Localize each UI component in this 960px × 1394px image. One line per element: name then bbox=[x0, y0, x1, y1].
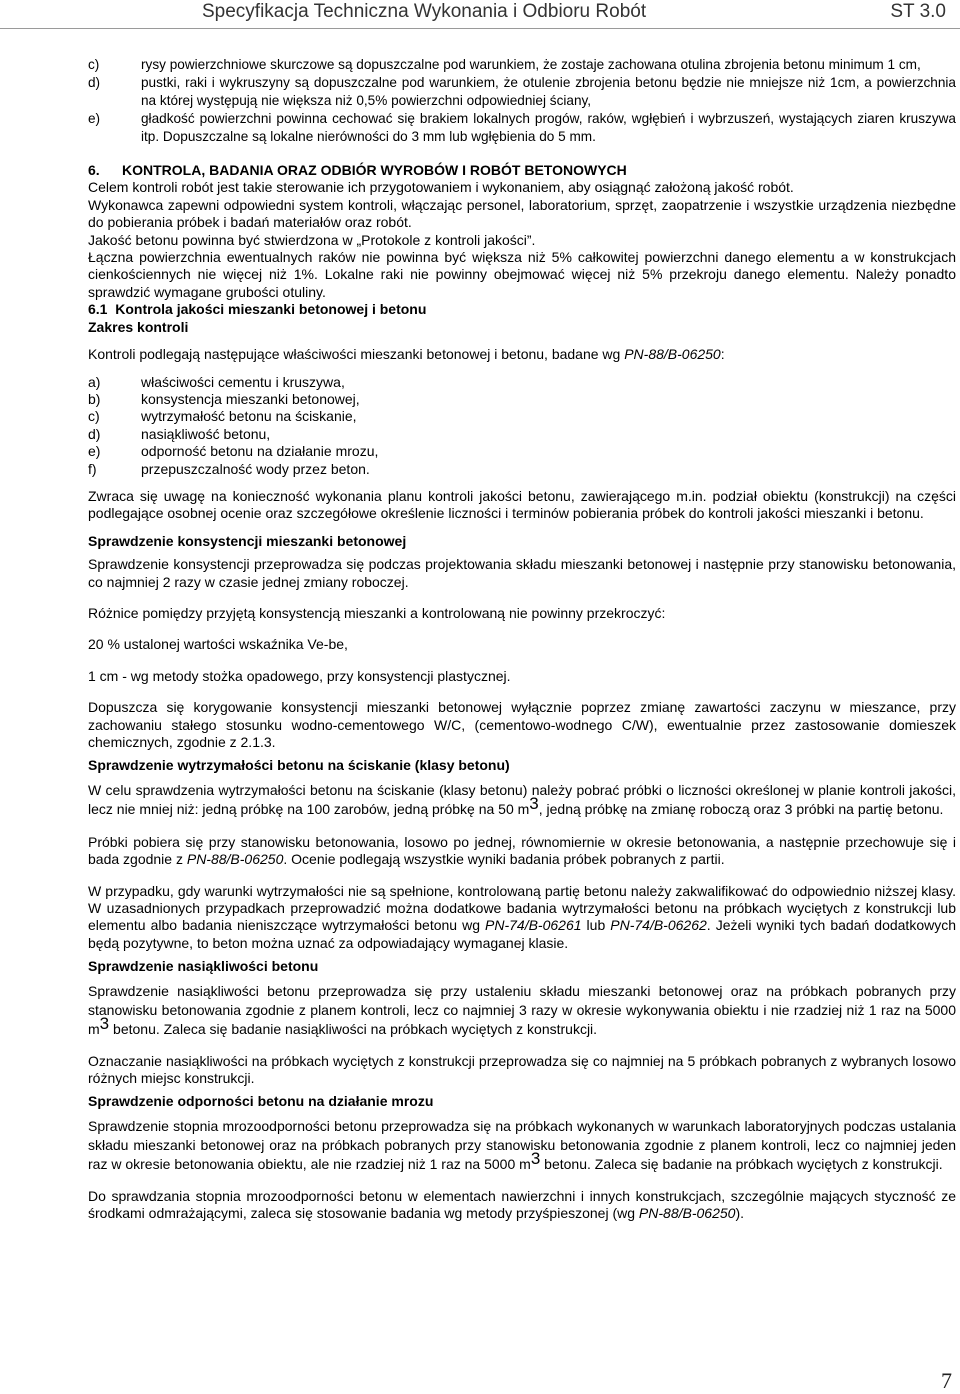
paragraph: W przypadku, gdy warunki wytrzymałości nie są spełnione, kontrolowaną partię betonu należy zakwalifikować do odpowiednio niższej klasy. W uzasadnionych przypadkach przeprowadzić można dodatkowe badania wytrzymałości betonu na próbkach wyciętych z konstrukcji lub elementu albo badania nieniszczące wytrzymałości betonu wg PN-74/B-06261 lub PN-74/B-06262. Jeżeli wyniki tych badań dodatkowych będą pozytywne, to beton można uznać za odpowiadający wymaganej klasie. bbox=[88, 882, 956, 951]
list-item: a) właściwości cementu i kruszywa, bbox=[88, 373, 345, 390]
paragraph: Próbki pobiera się przy stanowisku betonowania, losowo po jednej, równomiernie w okresie betonowania, a następnie przechowuje się i bada zgodnie z PN-88/B-06250. Ocenie podlegają wszystkie wyniki badania próbek pobranych z partii. bbox=[88, 833, 956, 868]
paragraph: Celem kontroli robót jest takie sterowanie ich przygotowaniem i wykonaniem, aby osiągnąć założoną jakość robót. bbox=[88, 179, 794, 196]
paragraph: W celu sprawdzenia wytrzymałości betonu na ściskanie (klasy betonu) należy pobrać próbki o liczności określonej w planie kontroli jakości, lecz nie mniej niż: jedną próbkę na 100 zarobów, jedną próbkę na 50 $m^3$, jedną próbkę na zmianę roboczą oraz 3 próbki na partię betonu. bbox=[88, 781, 956, 818]
paragraph: Dopuszcza się korygowanie konsystencji mieszanki betonowej wyłącznie poprzez zmianę zawartości zaczynu w mieszance, przy zachowaniu stałego stosunku wodno-cementowego W/C, (cementowo-wodnego C/W), ewentualnie przez zastosowanie domieszek chemicznych, zgodnie z 2.1.3. bbox=[88, 699, 956, 750]
section-6-heading: 6. KONTROLA, BADANIA ORAZ ODBIÓR WYROBÓW I ROBÓT BETONOWYCH bbox=[88, 162, 627, 179]
paragraph: 20 % ustalonej wartości wskaźnika Ve-be, bbox=[88, 636, 348, 653]
paragraph: Wykonawca zapewni odpowiedni system kontroli, włączając personel, laboratorium, sprzęt, zaopatrzenie i wszystkie urządzenia niezbędne do pobierania próbek i badań materiałów oraz robót. bbox=[88, 196, 956, 231]
page-header bbox=[0, 0, 960, 28]
norm-reference: PN-88/B-06250 bbox=[186, 851, 284, 868]
header-title: Specyfikacja Techniczna Wykonania i Odbioru Robót bbox=[202, 1, 647, 22]
paragraph: Do sprawdzania stopnia mrozoodporności betonu w elementach nawierzchni i innych konstrukcjach, szczególnie mających styczność ze środkami odmrażającymi, zaleca się stosowanie badania wg metody przyśpieszonej (wg PN-88/B-06250). bbox=[88, 1187, 956, 1222]
section-6-1-heading: 6.1 Kontrola jakości mieszanki betonowej i betonu bbox=[88, 301, 427, 318]
paragraph: Zwraca się uwagę na konieczność wykonania planu kontroli jakości betonu, zawierającego m.in. podział obiektu (konstrukcji) na części podlegające osobnej ocenie oraz szczegółowe określenie liczności i terminów pobierania próbek do kontroli jakości mieszanki i betonu. bbox=[88, 487, 956, 522]
scope-heading: Zakres kontroli bbox=[88, 318, 189, 335]
norm-reference: PN-88/B-06250 bbox=[624, 346, 721, 363]
list-item: d) pustki, raki i wykruszyny są dopuszczalne pod warunkiem, że otulenie zbrojenia betonu będzie nie mniejsze niż 1cm, a powierzchnia na której występują nie większa niż 0,5% powierzchni odpowiedniej ściany, bbox=[88, 75, 956, 108]
paragraph: Jakość betonu powinna być stwierdzona w „Protokole z kontroli jakości”. bbox=[88, 231, 536, 248]
header-code: ST 3.0 bbox=[890, 1, 946, 22]
strength-heading: Sprawdzenie wytrzymałości betonu na ściskanie (klasy betonu) bbox=[88, 757, 510, 774]
page-content bbox=[88, 56, 956, 1223]
norm-reference: PN-74/B-06261 bbox=[485, 917, 582, 934]
list-item: e) odporność betonu na działanie mrozu, bbox=[88, 443, 379, 460]
list-item: c) wytrzymałość betonu na ściskanie, bbox=[88, 408, 357, 425]
frost-heading: Sprawdzenie odporności betonu na działanie mrozu bbox=[88, 1093, 434, 1110]
defects-list bbox=[88, 56, 956, 145]
properties-list bbox=[88, 374, 956, 478]
page-number: 7 bbox=[941, 1368, 952, 1393]
paragraph: Sprawdzenie konsystencji przeprowadza się podczas projektowania składu mieszanki betonowej i następnie przy stanowisku betonowania, co najmniej 2 razy w czasie jednej zmiany roboczej. bbox=[88, 556, 956, 590]
paragraph: Sprawdzenie nasiąkliwości betonu przeprowadza się przy ustaleniu składu mieszanki betonowej oraz na próbkach pobranych przy stanowisku betonowania zgodnie z planem kontroli, lecz co najmniej 3 razy w okresie wykonywania obiektu i nie rzadziej niż 1 raz na 5000 $m^3$ betonu. Zaleca się badanie nasiąkliwości na próbkach wyciętych z konstrukcji. bbox=[88, 982, 956, 1037]
absorption-heading: Sprawdzenie nasiąkliwości betonu bbox=[88, 958, 319, 975]
list-item: d) nasiąkliwość betonu, bbox=[88, 425, 271, 442]
list-item: e) gładkość powierzchni powinna cechować się brakiem lokalnych progów, raków, wgłębień i wybrzuszeń, wystających ziaren kruszywa itp. Dopuszczalne są lokalne nierówności do 3 mm lub wgłębienia do 5 mm. bbox=[88, 111, 956, 144]
consistency-heading: Sprawdzenie konsystencji mieszanki betonowej bbox=[88, 532, 407, 549]
list-item: c) rysy powierzchniowe skurczowe są dopuszczalne pod warunkiem, że zostaje zachowana otulina zbrojenia betonu minimum 1 cm, bbox=[88, 57, 921, 72]
paragraph: Oznaczanie nasiąkliwości na próbkach wyciętych z konstrukcji przeprowadza się co najmniej na 5 próbkach pobranych z wybranych losowo różnych miejsc konstrukcji. bbox=[88, 1052, 956, 1087]
paragraph: Sprawdzenie stopnia mrozoodporności betonu przeprowadza się na próbkach wykonanych w warunkach laboratoryjnych podczas ustalania składu mieszanki betonowej oraz na próbkach pobranych przy stanowisku betonowania zgodnie z planem kontroli, lecz co najmniej jeden raz w okresie betonowania obiektu, ale nie rzadziej niż 1 raz na 5000 $m^3$ betonu. Zaleca się badanie na próbkach wyciętych z konstrukcji. bbox=[88, 1117, 956, 1172]
norm-reference: PN-74/B-06262 bbox=[610, 917, 707, 934]
paragraph: Kontroli podlegają następujące właściwości mieszanki betonowej i betonu, badane wg PN-88/B-06250: bbox=[88, 346, 725, 363]
paragraph: Łączna powierzchnia ewentualnych raków nie powinna być większa niż 5% całkowitej powierzchni danego elementu a w konstrukcjach cienkościennych nie więcej niż 1%. Lokalne raki nie powinny obejmować więcej niż 5% przekroju danego elementu. Należy ponadto sprawdzić wymagane grubości otuliny. bbox=[88, 249, 956, 300]
header-rule bbox=[0, 28, 960, 29]
norm-reference: PN-88/B-06250 bbox=[638, 1205, 736, 1222]
paragraph: 1 cm - wg metody stożka opadowego, przy konsystencji plastycznej. bbox=[88, 667, 511, 684]
paragraph: Różnice pomiędzy przyjętą konsystencją mieszanki a kontrolowaną nie powinny przekroczyć: bbox=[88, 604, 666, 621]
list-item: b) konsystencja mieszanki betonowej, bbox=[88, 390, 360, 407]
list-item: f) przepuszczalność wody przez beton. bbox=[88, 460, 370, 477]
